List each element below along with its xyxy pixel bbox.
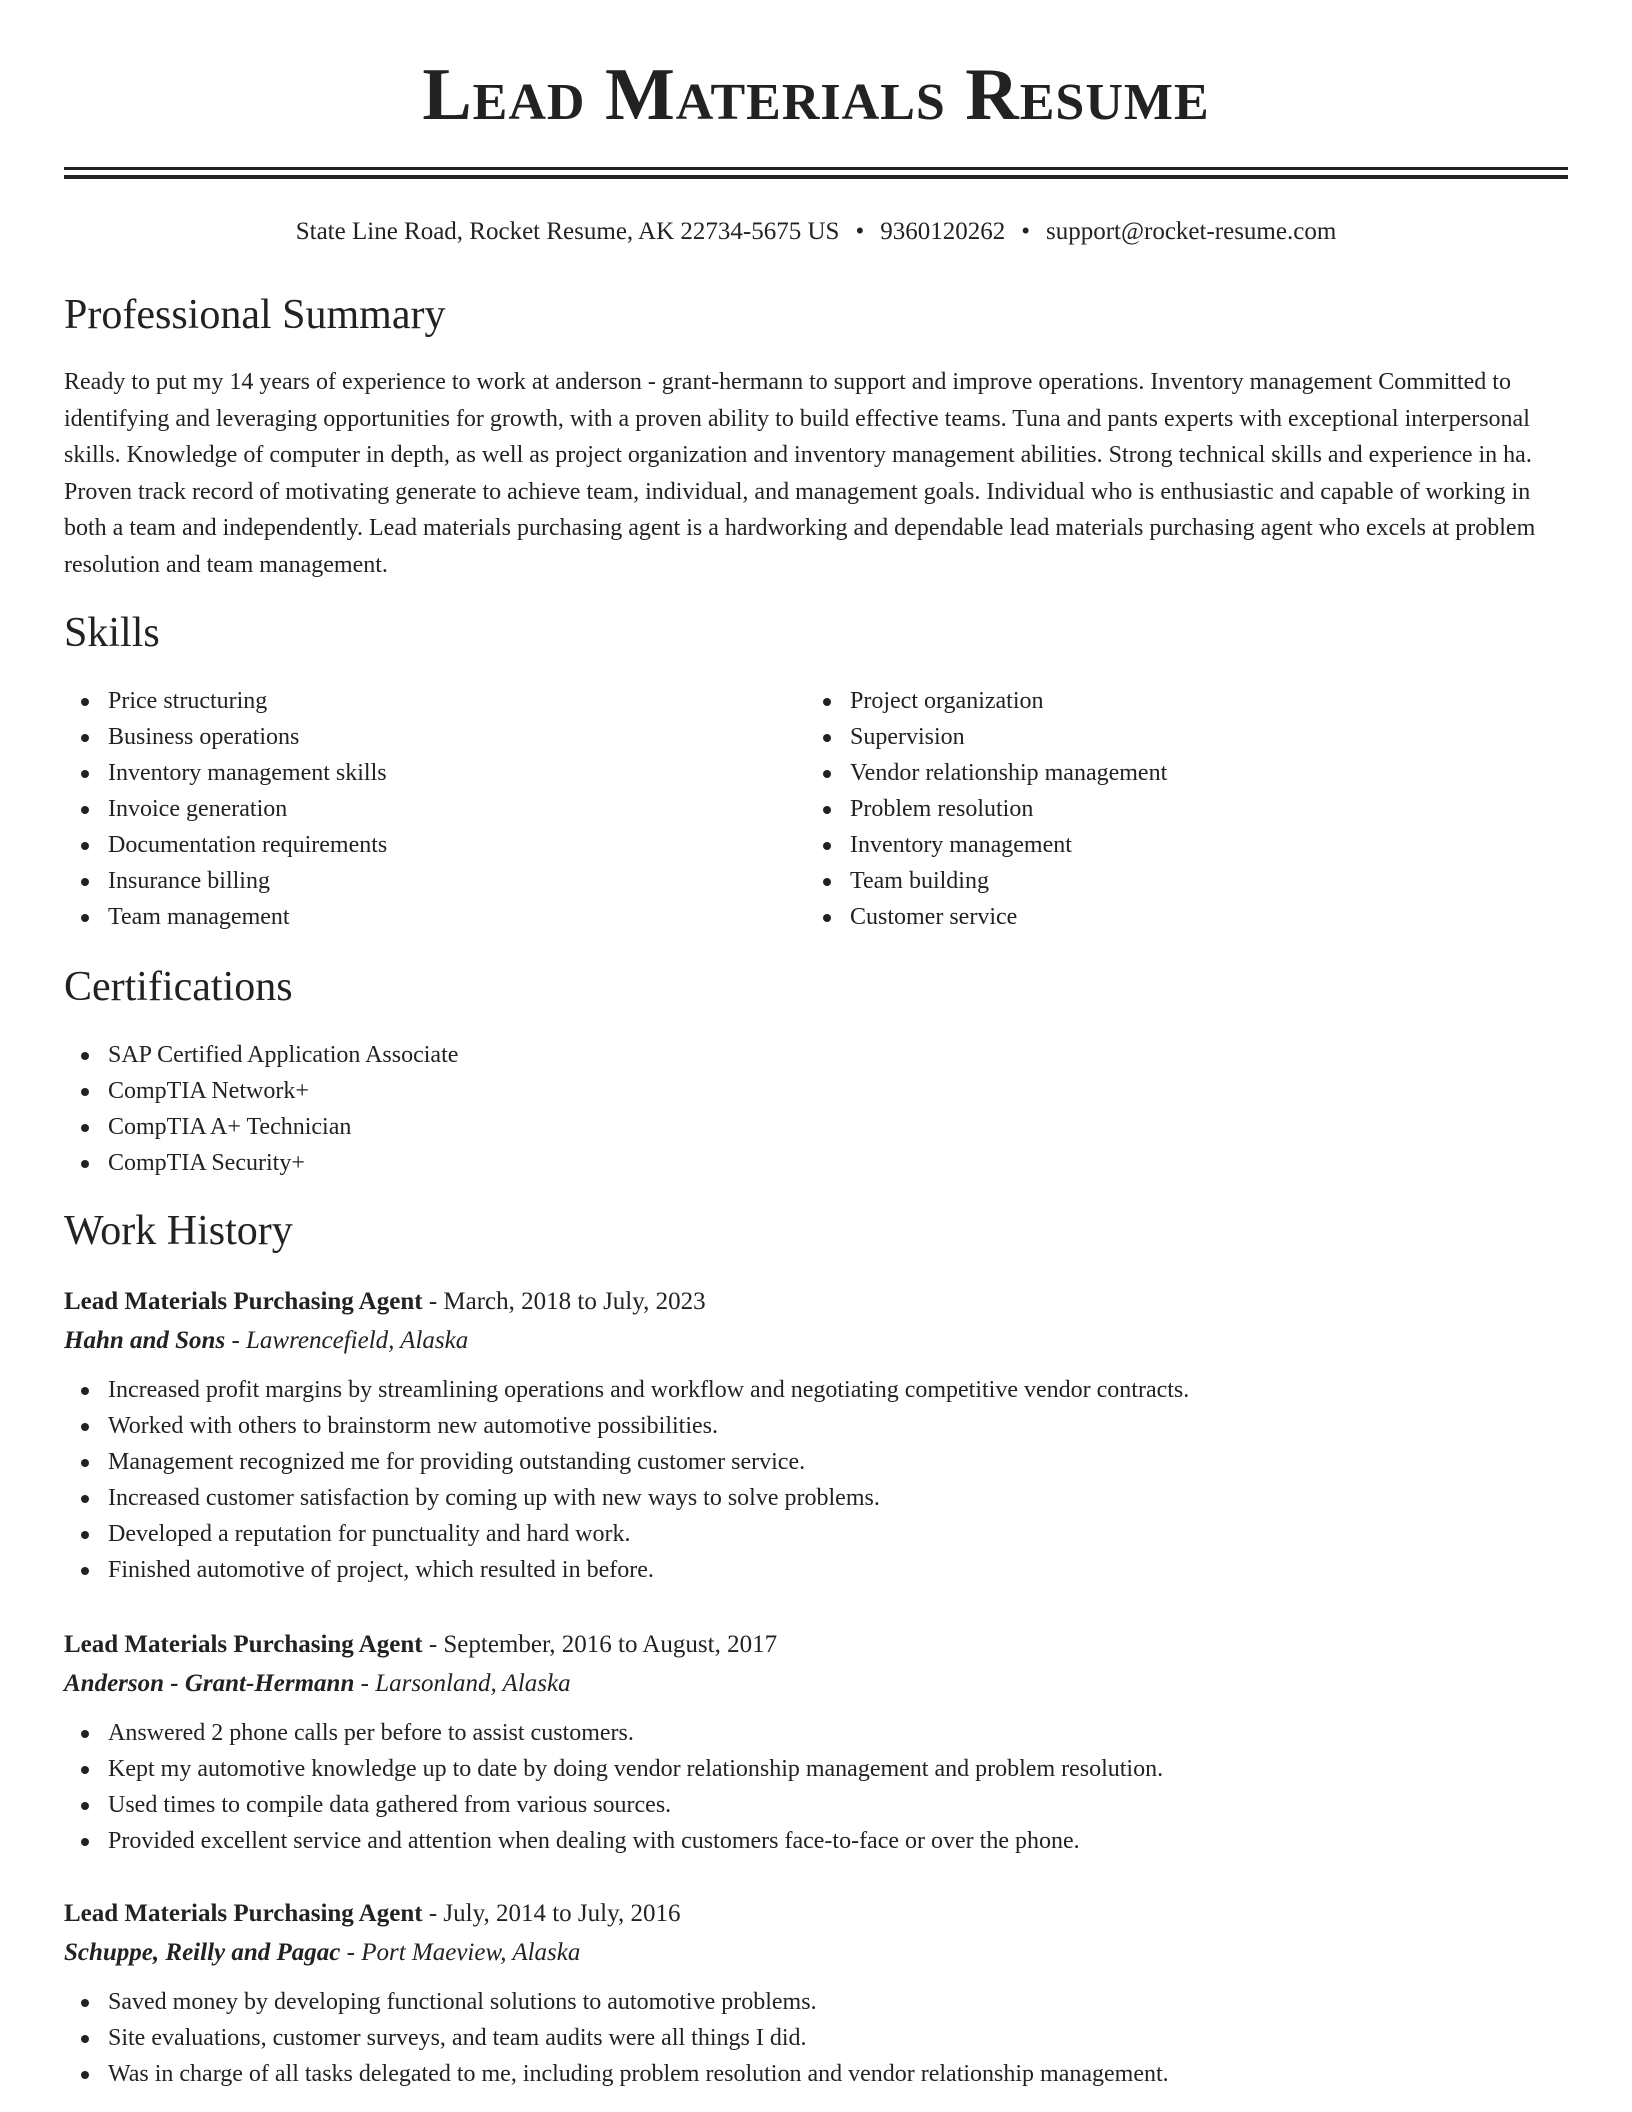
job-location: Larsonland, Alaska [375, 1670, 571, 1697]
certification-item: CompTIA Network+ [64, 1073, 1064, 1109]
job-company: Anderson - Grant-Hermann [64, 1670, 355, 1697]
skill-item: Supervision [806, 719, 1546, 755]
contact-separator: • [855, 218, 865, 245]
certifications-heading: Certifications [64, 964, 293, 1010]
job-location: Lawrencefield, Alaska [246, 1327, 469, 1354]
job-entry [64, 1894, 1568, 2092]
job-duty-item: Increased profit margins by streamlining operations and workflow and negotiating competitive vendor contracts. [64, 1372, 1568, 1408]
job-duty-item: Used times to compile data gathered from various sources. [64, 1787, 1568, 1823]
certifications-list [64, 1037, 1064, 1181]
skills-list-right [806, 683, 1546, 935]
title-rule-bottom [64, 175, 1568, 179]
contact-address: State Line Road, Rocket Resume, AK 22734-5675 US [295, 218, 840, 245]
certification-item: CompTIA A+ Technician [64, 1109, 1064, 1145]
job-dash: - [225, 1327, 247, 1354]
work-history-heading: Work History [64, 1208, 293, 1254]
job-location: Port Maeview, Alaska [361, 1939, 581, 1966]
job-duty-item: Was in charge of all tasks delegated to me, including problem resolution and vendor relationship management. [64, 2056, 1568, 2092]
job-dash: - [422, 1900, 444, 1927]
resume-title: Lead Materials Resume [422, 54, 1210, 136]
job-title-line [64, 1282, 1568, 1321]
certification-item: CompTIA Security+ [64, 1145, 1064, 1181]
job-company: Hahn and Sons [64, 1327, 226, 1354]
skills-list-left [64, 683, 804, 935]
job-dates: March, 2018 to July, 2023 [443, 1288, 706, 1315]
job-dates: July, 2014 to July, 2016 [443, 1900, 681, 1927]
title-rule-top [64, 167, 1568, 170]
job-dash: - [422, 1288, 444, 1315]
skill-item: Problem resolution [806, 791, 1546, 827]
job-duty-item: Kept my automotive knowledge up to date by doing vendor relationship management and problem resolution. [64, 1751, 1568, 1787]
job-company-line [64, 1664, 1568, 1703]
job-title-line [64, 1625, 1568, 1664]
job-duty-item: Worked with others to brainstorm new automotive possibilities. [64, 1408, 1568, 1444]
job-dates: September, 2016 to August, 2017 [443, 1631, 778, 1658]
skill-item: Invoice generation [64, 791, 804, 827]
job-duty-item: Answered 2 phone calls per before to assist customers. [64, 1715, 1568, 1751]
job-duties-list [64, 1715, 1568, 1859]
job-duty-item: Provided excellent service and attention when dealing with customers face-to-face or over the phone. [64, 1823, 1568, 1859]
job-duty-item: Finished automotive of project, which resulted in before. [64, 1552, 1568, 1588]
job-duty-item: Site evaluations, customer surveys, and team audits were all things I did. [64, 2020, 1568, 2056]
contact-line [64, 214, 1568, 250]
skill-item: Inventory management [806, 827, 1546, 863]
skill-item: Customer service [806, 899, 1546, 935]
job-entry [64, 1282, 1568, 1588]
job-duty-item: Management recognized me for providing outstanding customer service. [64, 1444, 1568, 1480]
job-duty-item: Increased customer satisfaction by coming up with new ways to solve problems. [64, 1480, 1568, 1516]
contact-phone: 9360120262 [880, 218, 1006, 245]
skill-item: Inventory management skills [64, 755, 804, 791]
skill-item: Team management [64, 899, 804, 935]
skill-item: Team building [806, 863, 1546, 899]
job-company-line [64, 1321, 1568, 1360]
skill-item: Documentation requirements [64, 827, 804, 863]
skills-heading: Skills [64, 610, 160, 656]
job-duty-item: Developed a reputation for punctuality and hard work. [64, 1516, 1568, 1552]
job-entry [64, 1625, 1568, 1859]
job-title-line [64, 1894, 1568, 1933]
job-role: Lead Materials Purchasing Agent [64, 1900, 423, 1927]
job-company-line [64, 1933, 1568, 1972]
job-dash: - [340, 1939, 362, 1966]
summary-heading: Professional Summary [64, 292, 446, 338]
job-dash: - [354, 1670, 376, 1697]
skill-item: Vendor relationship management [806, 755, 1546, 791]
job-company: Schuppe, Reilly and Pagac [64, 1939, 341, 1966]
job-duties-list [64, 1372, 1568, 1588]
job-dash: - [422, 1631, 444, 1658]
certification-item: SAP Certified Application Associate [64, 1037, 1064, 1073]
skill-item: Price structuring [64, 683, 804, 719]
skill-item: Project organization [806, 683, 1546, 719]
job-role: Lead Materials Purchasing Agent [64, 1631, 423, 1658]
job-duties-list [64, 1984, 1568, 2092]
skill-item: Business operations [64, 719, 804, 755]
contact-separator: • [1021, 218, 1030, 245]
contact-email: support@rocket-resume.com [1045, 218, 1337, 245]
summary-text: Ready to put my 14 years of experience to work at anderson - grant-hermann to support and improve operations. Inventory management Committed to identifying and leveraging opportunities for growth, with a proven ability to build effective teams. Tuna and pants experts with exceptional interpersonal skills. Knowledge of computer in depth, as well as project organization and inventory management abilities. Strong technical skills and experience in ha. Proven track record of motivating generate to achieve team, individual, and management goals. Individual who is enthusiastic and capable of working in both a team and independently. Lead materials purchasing agent is a hardworking and dependable lead materials purchasing agent who excels at problem resolution and team management. [64, 369, 1536, 578]
job-duty-item: Saved money by developing functional solutions to automotive problems. [64, 1984, 1568, 2020]
job-role: Lead Materials Purchasing Agent [64, 1288, 423, 1315]
skill-item: Insurance billing [64, 863, 804, 899]
